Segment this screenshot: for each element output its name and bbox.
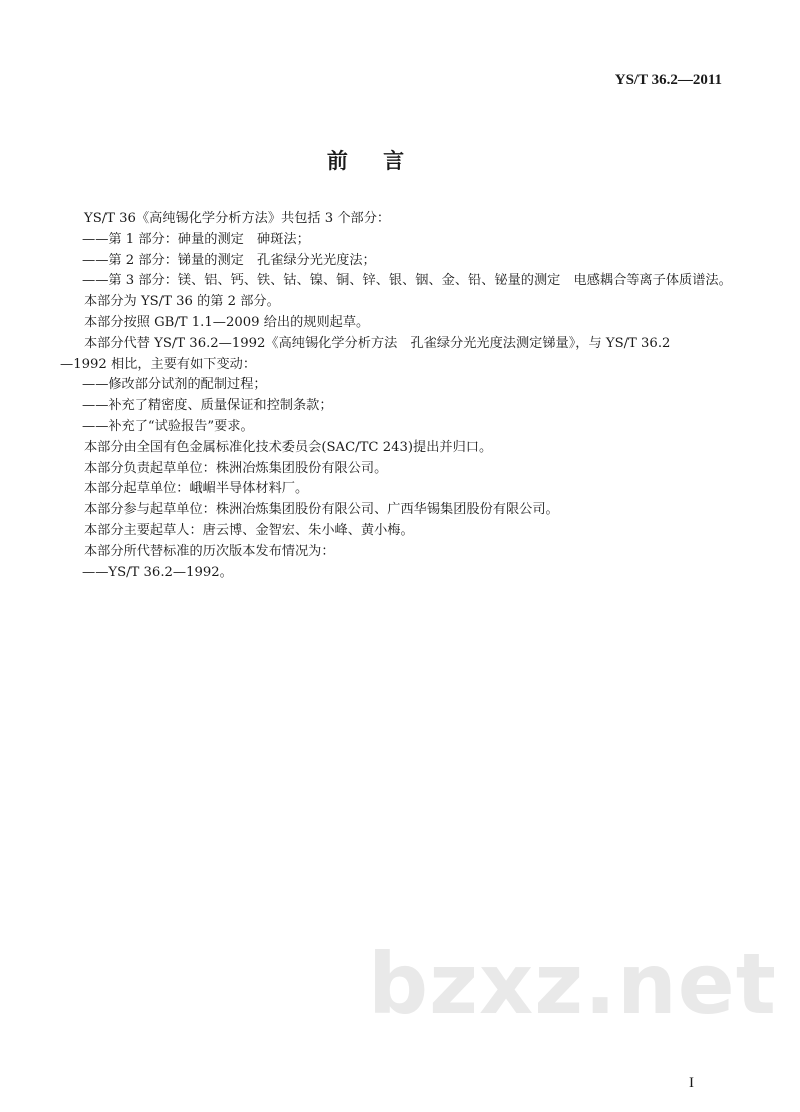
paragraph: 本部分代替 YS/T 36.2—1992《高纯锡化学分析方法 孔雀绿分光光度法测定锑量》，与 YS/T 36.2 <box>84 335 671 351</box>
paragraph: 本部分起草单位：峨嵋半导体材料厂。 <box>84 481 309 497</box>
paragraph: 本部分所代替标准的历次版本发布情况为： <box>84 543 335 559</box>
paragraph: YS/T 36《高纯锡化学分析方法》共包括 3 个部分： <box>84 211 391 226</box>
standard-code: YS/T 36.2—2011 <box>614 72 722 88</box>
watermark: bzxz.net <box>368 935 777 1033</box>
paragraph: 本部分负责起草单位：株洲冶炼集团股份有限公司。 <box>84 460 388 476</box>
paragraph: 本部分由全国有色金属标准化技术委员会(SAC/TC 243)提出并归口。 <box>84 439 493 455</box>
list-item: ——YS/T 36.2—1992。 <box>82 564 233 580</box>
paragraph: 本部分按照 GB/T 1.1—2009 给出的规则起草。 <box>84 314 370 330</box>
paragraph: 本部分主要起草人：唐云博、金智宏、朱小峰、黄小梅。 <box>84 522 414 538</box>
list-item: ——第 3 部分：镁、铝、钙、铁、钴、镍、铜、锌、银、铟、金、铅、铋量的测定 电感耦合等离子体质谱法。 <box>82 273 732 289</box>
list-item: ——修改部分试剂的配制过程； <box>82 377 267 393</box>
foreword-body <box>60 209 740 583</box>
list-item: ——补充了“试验报告”要求。 <box>82 418 254 434</box>
list-item: ——第 1 部分：砷量的测定 砷斑法； <box>82 231 310 247</box>
page-number: I <box>689 1075 694 1091</box>
page-title: 前 言 <box>326 148 419 173</box>
list-item: ——补充了精密度、质量保证和控制条款； <box>82 398 333 414</box>
paragraph: 本部分参与起草单位：株洲冶炼集团股份有限公司、广西华锡集团股份有限公司。 <box>84 502 559 518</box>
list-item: ——第 2 部分：锑量的测定 孔雀绿分光光度法； <box>82 252 376 268</box>
paragraph: 本部分为 YS/T 36 的第 2 部分。 <box>84 294 280 310</box>
paragraph: —1992 相比，主要有如下变动： <box>60 356 257 372</box>
